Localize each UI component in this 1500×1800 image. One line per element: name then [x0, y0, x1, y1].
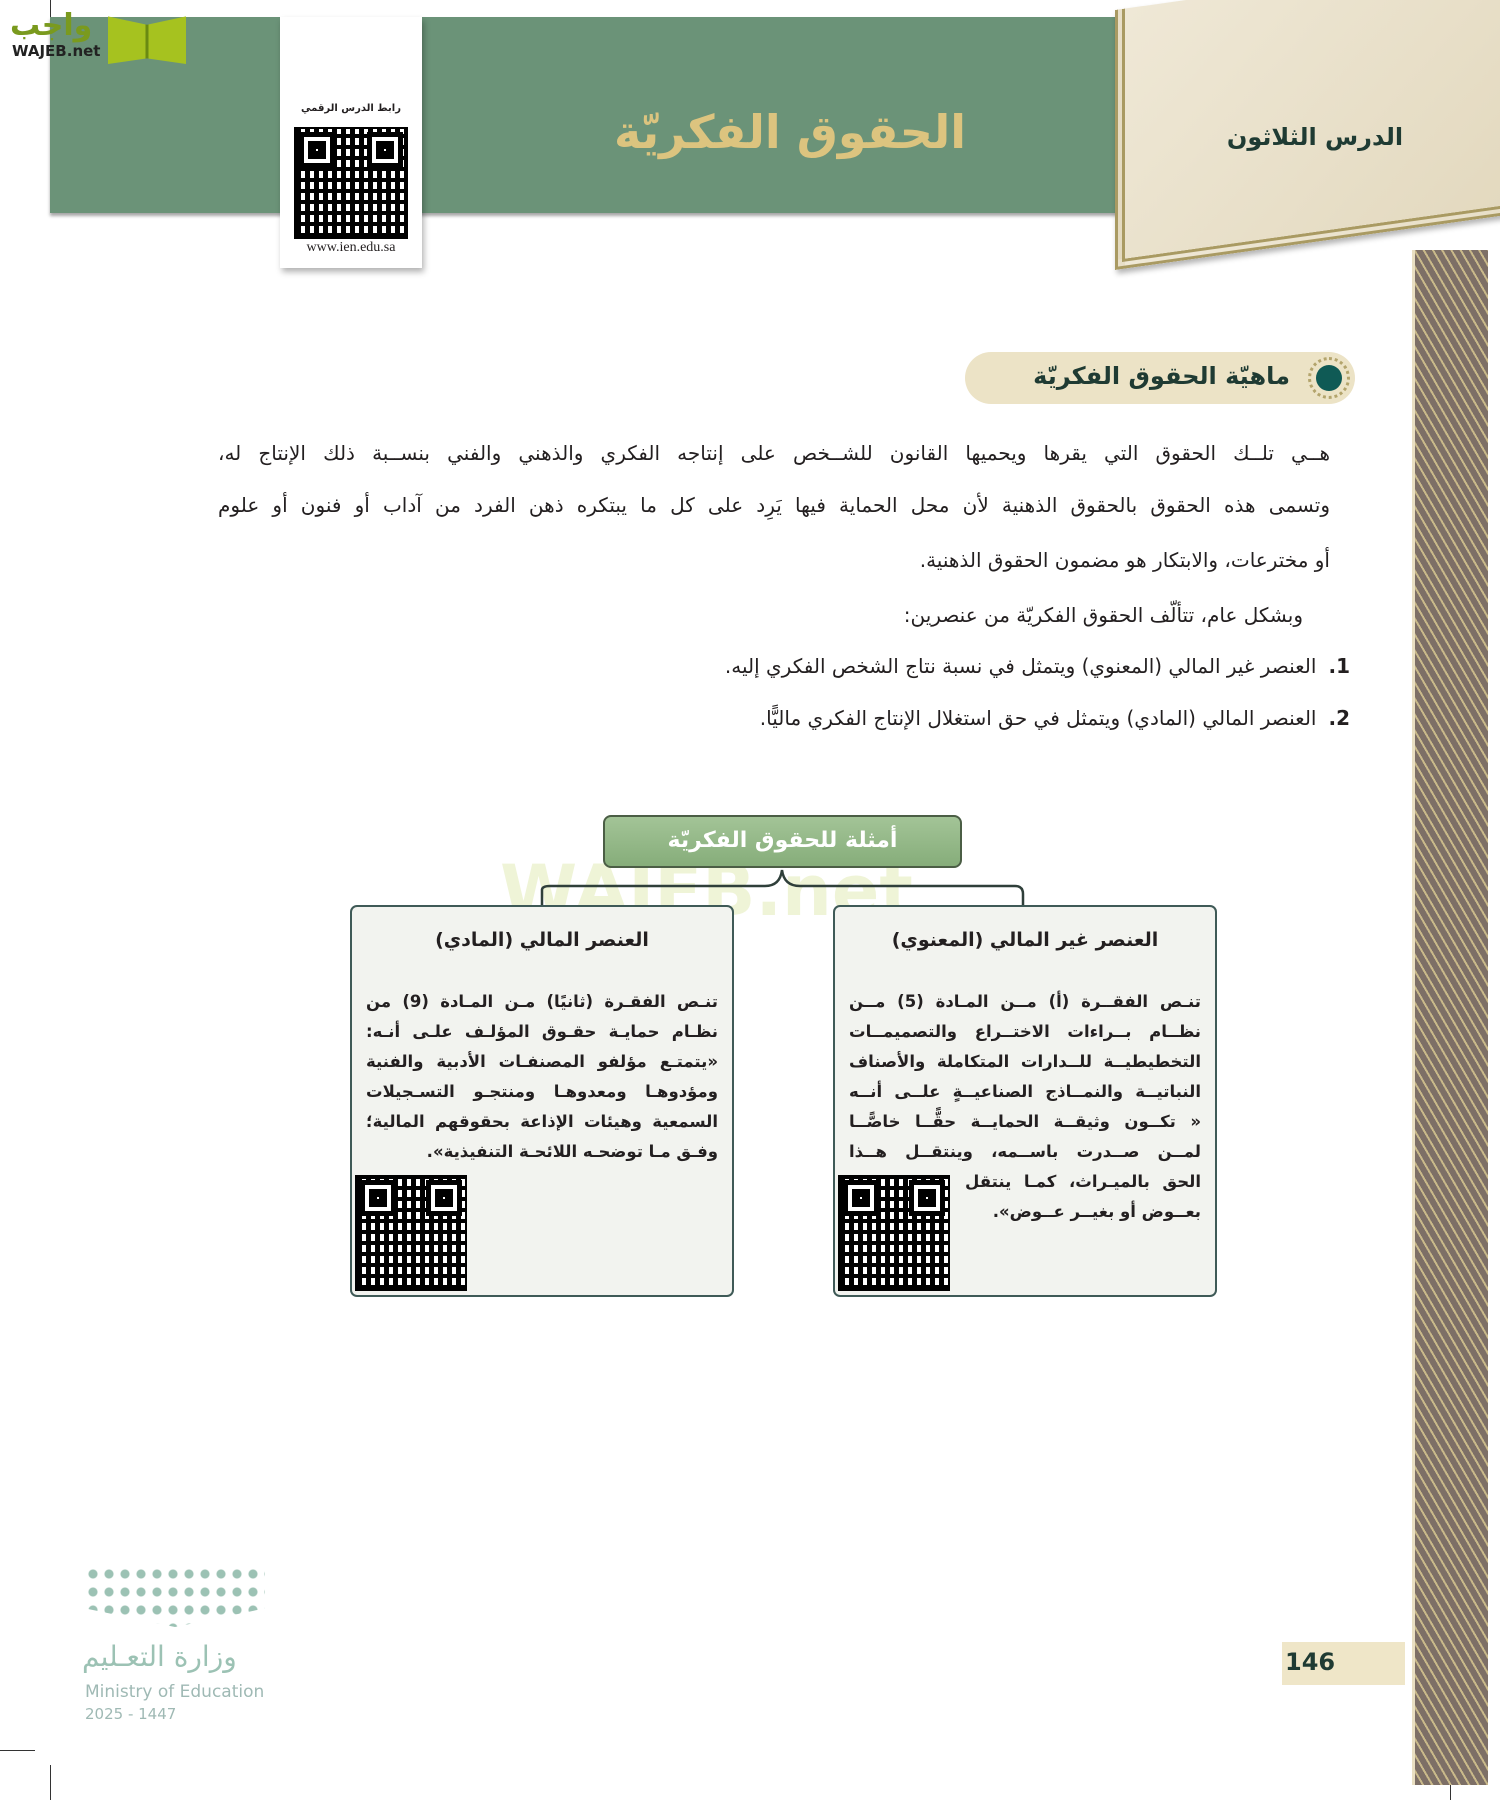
qr-code-icon[interactable]	[355, 1175, 467, 1291]
box-line: النباتيــة والنمــاذج الصناعيــةٍ علــى أنــه	[849, 1082, 1201, 1101]
qr-code-icon[interactable]	[838, 1175, 950, 1291]
ministry-logo-icon	[85, 1565, 265, 1627]
box-title: العنصر المالي (المادي)	[435, 929, 649, 951]
box-line: لمــن صــدرت باســمه، وينتقــل هــذا	[849, 1142, 1201, 1161]
list-item	[500, 651, 1350, 681]
decorative-side-strip	[1412, 250, 1488, 1785]
wajeb-logo-english: WAJEB.net	[12, 42, 101, 60]
list-number: 1.	[1328, 654, 1350, 678]
qr-url[interactable]: www.ien.edu.sa	[306, 240, 396, 255]
box-line: التخطيطيــة للــدارات المتكاملة والأصناف	[849, 1052, 1201, 1071]
diagram-connector	[540, 868, 1025, 908]
page-title: الحقوق الفكريّة	[614, 105, 966, 159]
digital-lesson-card[interactable]	[280, 17, 422, 268]
paragraph-line: هــي تلــك الحقوق التي يقرها ويحميها القانون للشــخص على إنتاجه الفكري والذهني والفني بنســبة ذلك الإنتاج له،	[218, 441, 1330, 465]
box-title: العنصر غير المالي (المعنوي)	[891, 929, 1159, 951]
box-line: بعــوض أو بغيــر عــوض».	[992, 1202, 1201, 1221]
book-icon	[108, 8, 186, 64]
list-item	[500, 703, 1350, 733]
crop-mark	[0, 1750, 35, 1751]
paragraph-line: أو مخترعات، والابتكار هو مضمون الحقوق الذهنية.	[919, 548, 1330, 572]
crop-mark	[50, 1765, 51, 1800]
paragraph-line: وبشكل عام، تتألّف الحقوق الفكريّة من عنصرين:	[903, 603, 1303, 627]
material-element-box	[350, 905, 734, 1297]
box-line: نظـام حمايـة حقـوق المؤلـف علـى أنـه:	[366, 1022, 718, 1041]
paragraph-line: وتسمى هذه الحقوق بالحقوق الذهنية لأن محل الحماية فيها يَرِد على كل ما يبتكره ذهن الفرد من آداب أو فنون أو علوم	[218, 493, 1330, 517]
ministry-name-arabic: وزارة التعـليم	[82, 1640, 237, 1673]
star-medallion-icon	[1308, 357, 1350, 399]
box-line: « تكــون وثيقــة الحمايــة حقًّــا خاصًّــا	[849, 1112, 1201, 1131]
lesson-label: الدرس الثلاثون	[1226, 123, 1404, 151]
box-line: ومؤدوهـا ومعدوهـا ومنتجـو التسـجيلات	[366, 1082, 718, 1101]
box-line: وفـق مـا توضحـه اللائحـة التنفيذية».	[426, 1142, 718, 1161]
list-text: العنصر غير المالي (المعنوي) ويتمثل في نسبة نتاج الشخص الفكري إليه.	[724, 654, 1317, 678]
page-number: 146	[1285, 1648, 1336, 1676]
box-line: الحق بالميـراث، كمـا ينتقل	[965, 1172, 1201, 1191]
box-line: تنـص الفقـرة (ثانيًا) مـن المـادة (9) من	[366, 992, 718, 1011]
ministry-name-english: Ministry of Education	[85, 1682, 265, 1702]
watermark: WAJEB.net	[500, 850, 913, 932]
qr-code-icon[interactable]	[294, 127, 408, 239]
box-line: السمعية وهيئات الإذاعة بحقوقهم المالية؛	[366, 1112, 718, 1131]
list-number: 2.	[1328, 706, 1350, 730]
list-text: العنصر المالي (المادي) ويتمثل في حق استغلال الإنتاج الفكري ماليًّا.	[759, 706, 1317, 730]
qr-label: رابط الدرس الرقمي	[301, 103, 401, 114]
academic-year: 2025 - 1447	[85, 1705, 177, 1723]
box-line: «يتمتـع مؤلفو المصنفـات الأدبية والفنية	[366, 1052, 718, 1071]
section-title: ماهيّة الحقوق الفكريّة	[1033, 362, 1290, 390]
wajeb-logo-arabic: واجب	[10, 8, 93, 43]
diagram-head-box: أمثلة للحقوق الفكريّة	[603, 815, 962, 868]
box-line: نظــام بــراءات الاختــراع والتصميمــات	[849, 1022, 1201, 1041]
box-line: تنـص الفقــرة (أ) مــن المـادة (5) مــن	[849, 992, 1201, 1011]
moral-element-box	[833, 905, 1217, 1297]
